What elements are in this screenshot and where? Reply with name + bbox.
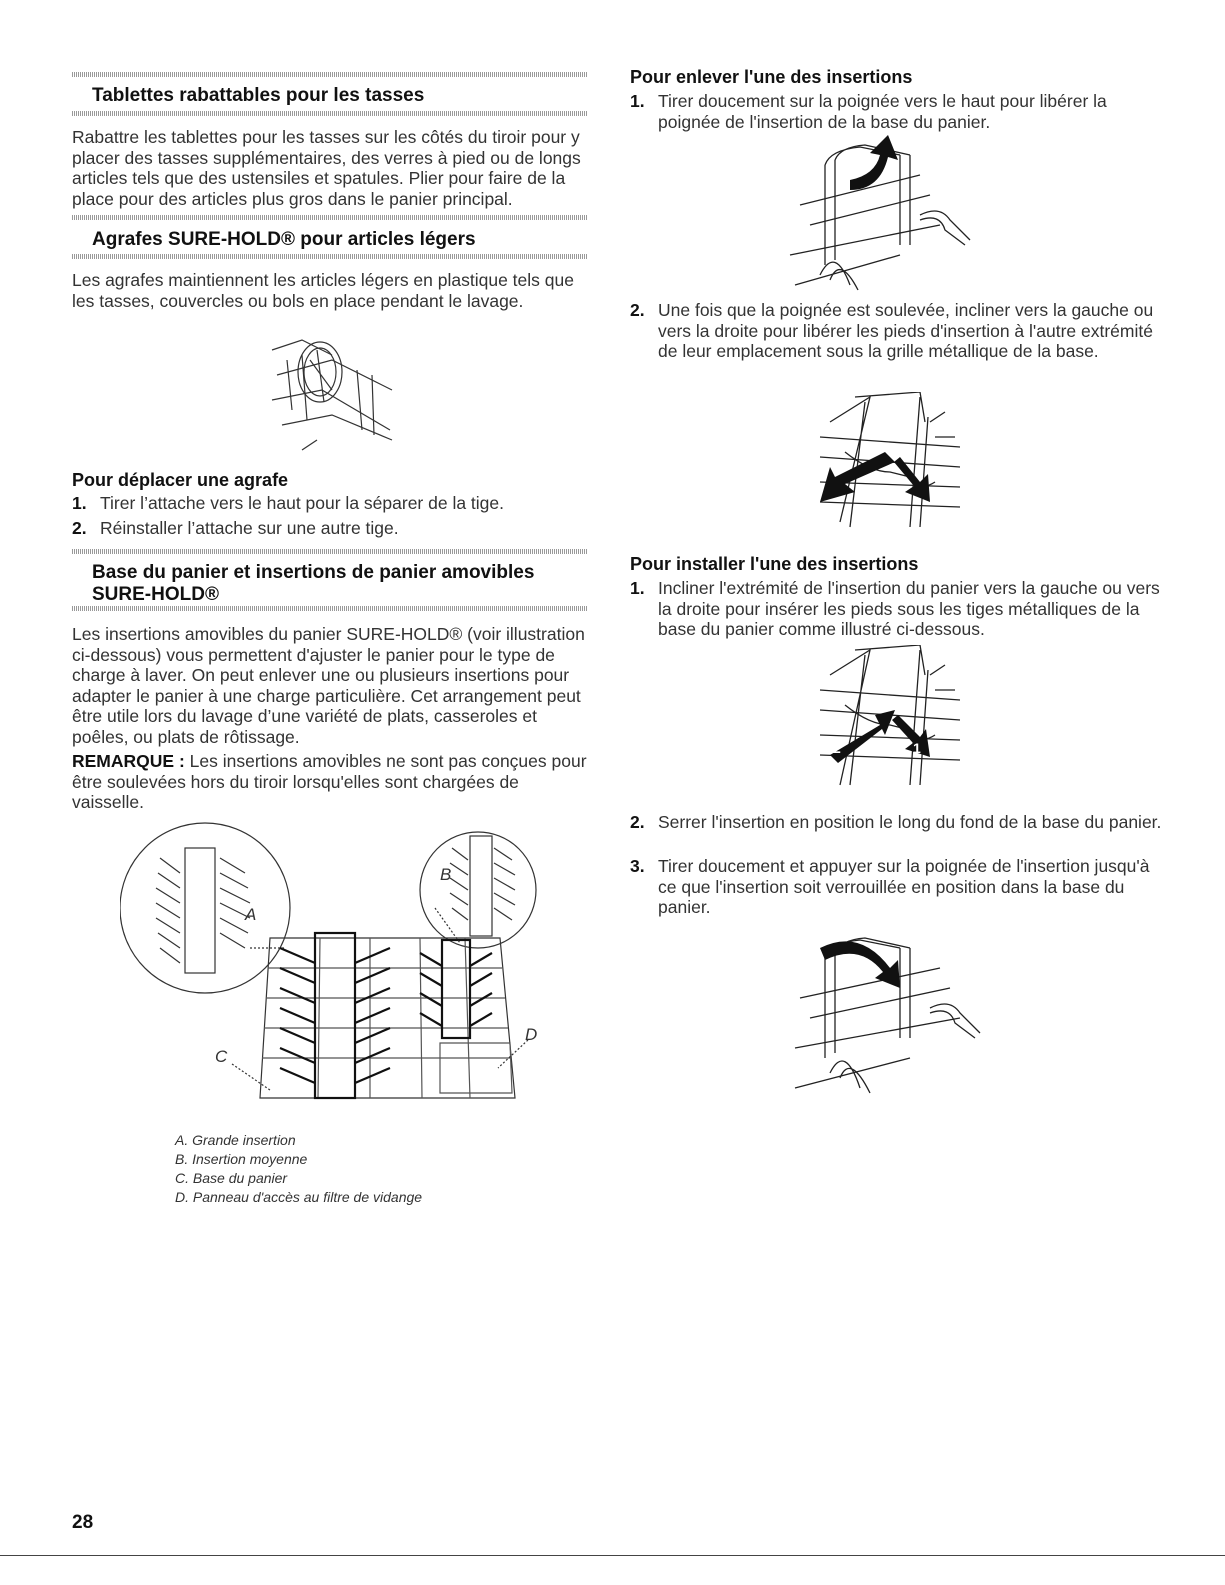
cup-shelves-body: Rabattre les tablettes pour les tasses sur les côtés du tiroir pour y placer des tasses supplémentaires, des verres à pied ou de longs articles tels que des ustensiles et spatules. Plier pour faire de la place pour des articles plus gros dans le panier principal.	[72, 127, 581, 209]
label-d: D	[525, 1025, 538, 1044]
section-title-line-1: Base du panier et insertions de panier amovibles	[92, 562, 535, 583]
down-curved-arrow-icon	[820, 941, 900, 988]
step-number: 1.	[630, 91, 645, 111]
section-title-line-2: SURE-HOLD®	[92, 584, 219, 605]
section-title-basket-base	[72, 562, 588, 606]
figure-step-number-2: 2	[833, 740, 841, 756]
section-rule	[72, 72, 588, 77]
move-clip-heading: Pour déplacer une agrafe	[72, 470, 289, 490]
caption-d: D. Panneau d'accès au filtre de vidange	[175, 1189, 423, 1205]
remove-step-1-illustration	[780, 135, 980, 295]
step-text: Serrer l'insertion en position le long du fond de la base du panier.	[658, 812, 1162, 832]
install-step-1	[630, 578, 1168, 640]
page-number: 28	[72, 1512, 94, 1533]
remove-step-1	[630, 91, 1158, 132]
label-a: A	[245, 905, 257, 924]
section-rule	[72, 549, 588, 554]
step-text: Réinstaller l’attache sur une autre tige.	[100, 518, 399, 538]
section-rule	[72, 254, 588, 259]
step-number: 3.	[630, 856, 645, 876]
remove-insert-heading: Pour enlever l'une des insertions	[630, 67, 913, 87]
section-rule	[72, 111, 588, 116]
caption-b: B. Insertion moyenne	[175, 1151, 308, 1167]
step-text: Tirer doucement sur la poignée vers le haut pour libérer la poignée de l'insertion de la base du panier.	[658, 91, 1107, 132]
step-number: 2.	[72, 518, 87, 538]
label-c: C	[215, 1047, 228, 1066]
basket-grid	[262, 938, 511, 1098]
install-step-3	[630, 856, 1168, 918]
step-number: 1.	[72, 493, 87, 513]
basket-base-body: Les insertions amovibles du panier SURE-HOLD® (voir illustration ci-dessous) vous permettent d'ajuster le panier pour le type de charge à laver. On peut enlever une ou plusieurs insertions pour adapter le panier à une charge particulière. Cet arrangement peut être utile lors du lavage d’une variété de plats, casseroles et poêles, ou plats de rôtissage.	[72, 624, 585, 747]
caption-c: C. Base du panier	[175, 1170, 288, 1186]
move-clip-step-2	[72, 518, 610, 539]
install-insert-heading: Pour installer l'une des insertions	[630, 554, 919, 574]
medium-insert	[420, 940, 492, 1038]
figure-step-number-1: 1	[913, 740, 921, 756]
clips-body: Les agrafes maintiennent les articles légers en plastique tels que les tasses, couvercles ou bols en place pendant le lavage.	[72, 270, 574, 311]
step-text: Incliner l'extrémité de l'insertion du panier vers la gauche ou vers la droite pour insérer les pieds sous les tiges métalliques de la base du panier comme illustré ci-dessous.	[658, 578, 1160, 639]
bottom-rule	[0, 1555, 1225, 1556]
section-title-clips: Agrafes SURE-HOLD® pour articles légers	[92, 229, 476, 250]
caption-a: A. Grande insertion	[175, 1132, 296, 1148]
insert-b-detail	[450, 836, 515, 936]
step-text: Tirer l’attache vers le haut pour la séparer de la tige.	[100, 493, 505, 513]
install-step-2	[630, 812, 1168, 833]
basket-illustration	[120, 818, 540, 1118]
label-b: B	[440, 865, 452, 884]
note-text: Les insertions amovibles ne sont pas conçues pour être soulevées hors du tiroir lorsqu'elles sont chargées de vaisselle.	[72, 751, 587, 812]
section-rule	[72, 215, 588, 220]
section-title-cup-shelves: Tablettes rabattables pour les tasses	[92, 85, 425, 106]
step-text: Tirer doucement et appuyer sur la poignée de l'insertion jusqu'à ce que l'insertion soit verrouillée en position dans la base du panier.	[658, 856, 1150, 917]
step-number: 2.	[630, 300, 645, 320]
insert-a-detail	[156, 848, 250, 973]
figure-captions	[175, 1131, 422, 1207]
install-step-1-illustration	[810, 645, 965, 790]
section-rule	[72, 606, 588, 611]
remove-step-2	[630, 300, 1168, 362]
install-step-3-illustration	[790, 928, 990, 1108]
step-number: 2.	[630, 812, 645, 832]
clip-illustration	[262, 330, 402, 455]
remove-step-2-illustration	[810, 392, 965, 532]
step-text: Une fois que la poignée est soulevée, incliner vers la gauche ou vers la droite pour libérer les pieds d'insertion à l'autre extrémité de leur emplacement sous la grille métallique de la base.	[658, 300, 1154, 361]
large-insert	[280, 933, 390, 1098]
note-label: REMARQUE :	[72, 751, 185, 771]
basket-note	[72, 751, 588, 813]
step-number: 1.	[630, 578, 645, 598]
move-clip-step-1	[72, 493, 610, 514]
